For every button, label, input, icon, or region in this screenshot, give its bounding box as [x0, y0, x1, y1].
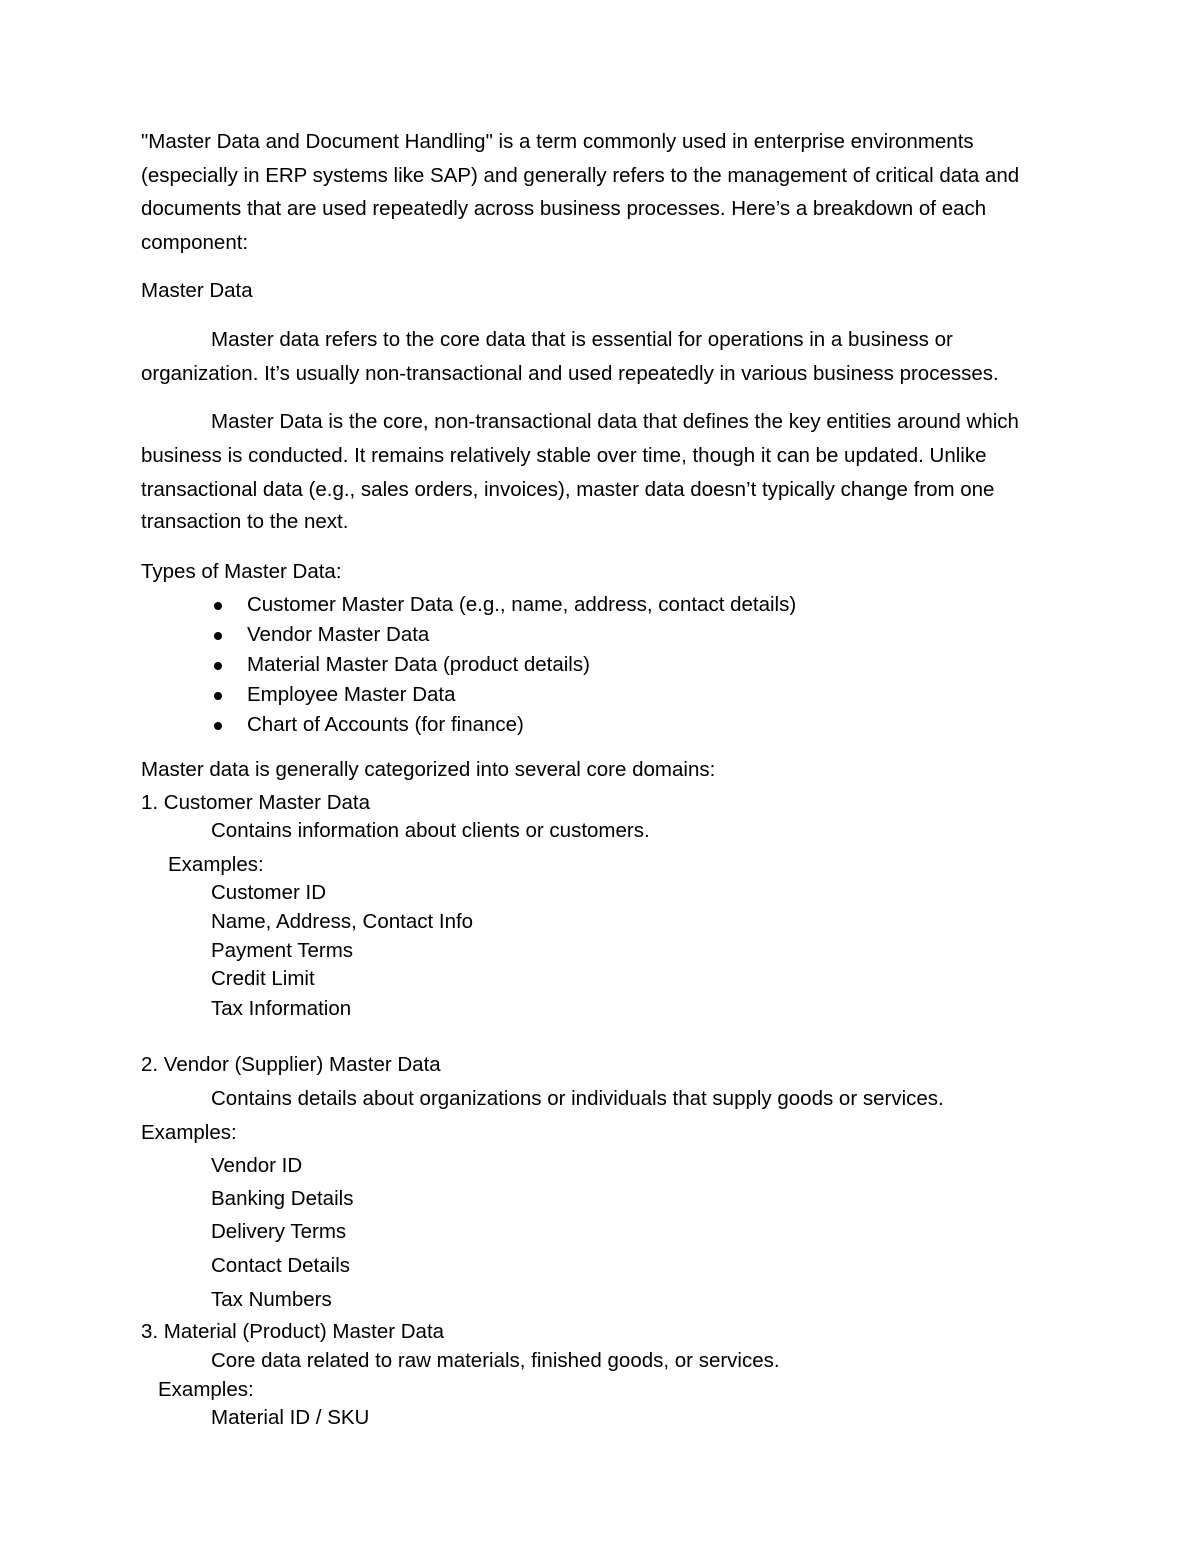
- vendor-example: Vendor ID: [211, 1154, 303, 1177]
- bullet-icon: [214, 632, 222, 640]
- customer-example: Credit Limit: [211, 967, 315, 990]
- domains-intro: Master data is generally categorized into several core domains:: [141, 758, 716, 781]
- types-list-item: Vendor Master Data: [247, 623, 430, 646]
- vendor-heading: 2. Vendor (Supplier) Master Data: [141, 1053, 441, 1076]
- material-heading: 3. Material (Product) Master Data: [141, 1320, 445, 1343]
- material-description: Core data related to raw materials, finished goods, or services.: [211, 1349, 780, 1372]
- customer-description: Contains information about clients or customers.: [211, 819, 650, 842]
- para2-line-2: business is conducted. It remains relatively stable over time, though it can be updated. Unlike: [141, 444, 987, 467]
- customer-example: Customer ID: [211, 881, 327, 904]
- vendor-description: Contains details about organizations or individuals that supply goods or services.: [211, 1087, 944, 1110]
- customer-example: Payment Terms: [211, 939, 354, 962]
- bullet-icon: [214, 692, 222, 700]
- para2-line-4: transaction to the next.: [141, 510, 349, 533]
- types-list-item: Material Master Data (product details): [247, 653, 590, 676]
- types-list-item: Chart of Accounts (for finance): [247, 713, 524, 736]
- vendor-example: Delivery Terms: [211, 1220, 347, 1243]
- master-data-heading: Master Data: [141, 279, 253, 302]
- material-examples-label: Examples:: [158, 1378, 254, 1401]
- types-list-item: Customer Master Data (e.g., name, address, contact details): [247, 593, 797, 616]
- vendor-example: Tax Numbers: [211, 1288, 332, 1311]
- para2-line-1: Master Data is the core, non-transactional data that defines the key entities around which: [211, 410, 1019, 433]
- para2-line-3: transactional data (e.g., sales orders, invoices), master data doesn’t typically change from one: [141, 478, 995, 501]
- intro-line-4: component:: [141, 231, 249, 254]
- intro-line-2: (especially in ERP systems like SAP) and generally refers to the management of critical data and: [141, 164, 1020, 187]
- bullet-icon: [214, 662, 222, 670]
- para1-line-2: organization. It’s usually non-transactional and used repeatedly in various business processes.: [141, 362, 999, 385]
- types-heading: Types of Master Data:: [141, 560, 342, 583]
- intro-line-3: documents that are used repeatedly across business processes. Here’s a breakdown of each: [141, 197, 987, 220]
- vendor-examples-label: Examples:: [141, 1121, 237, 1144]
- customer-heading: 1. Customer Master Data: [141, 791, 370, 814]
- material-example: Material ID / SKU: [211, 1406, 370, 1429]
- customer-example: Tax Information: [211, 997, 352, 1020]
- customer-example: Name, Address, Contact Info: [211, 910, 474, 933]
- vendor-example: Banking Details: [211, 1187, 354, 1210]
- intro-line-1: "Master Data and Document Handling" is a term commonly used in enterprise environments: [141, 130, 974, 153]
- types-list-item: Employee Master Data: [247, 683, 456, 706]
- para1-line-1: Master data refers to the core data that is essential for operations in a business or: [211, 328, 953, 351]
- bullet-icon: [214, 602, 222, 610]
- bullet-icon: [214, 722, 222, 730]
- vendor-example: Contact Details: [211, 1254, 351, 1277]
- customer-examples-label: Examples:: [168, 853, 264, 876]
